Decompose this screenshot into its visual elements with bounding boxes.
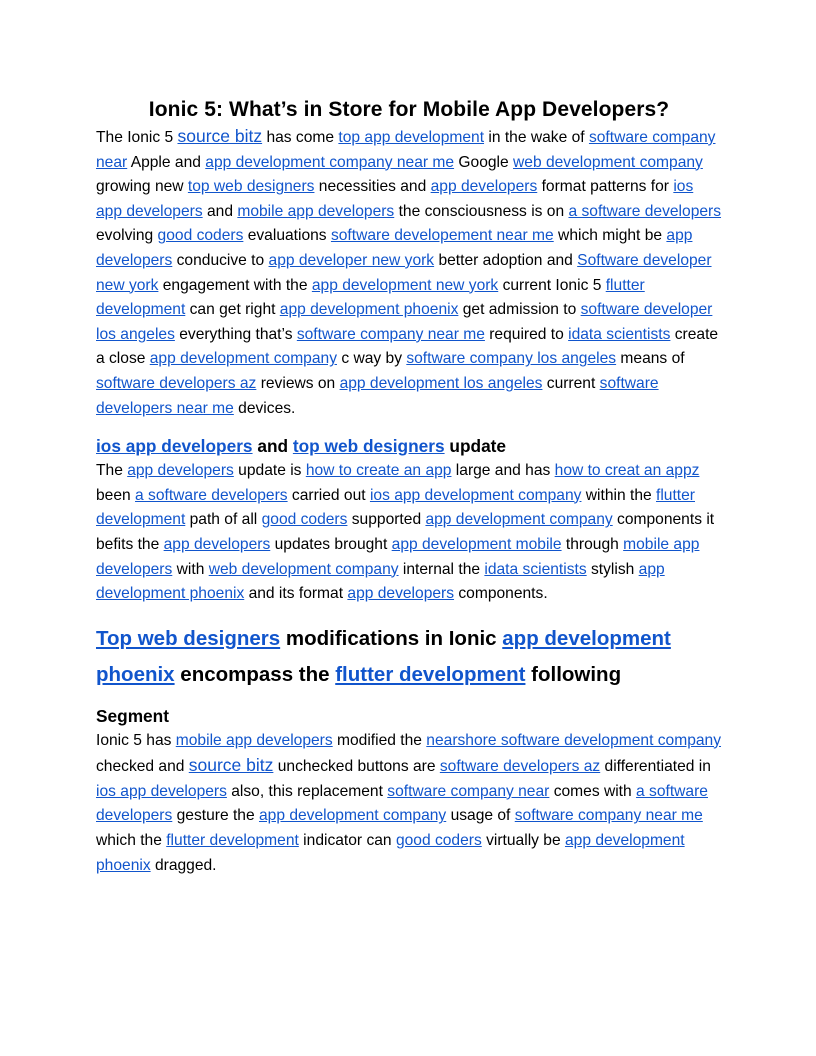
link-mobile-app-developers[interactable]: mobile app developers <box>96 535 700 578</box>
text: encompass the <box>174 662 336 686</box>
text: and its format <box>244 585 348 603</box>
link-app-developer-new-york[interactable]: app developer new york <box>268 251 435 269</box>
link-flutter-development[interactable]: flutter development <box>166 832 299 850</box>
text: Google <box>454 153 514 171</box>
link-mobile-app-developers[interactable]: mobile app developers <box>175 731 333 749</box>
text: get admission to <box>458 301 581 319</box>
text: gesture the <box>172 807 259 825</box>
intro-paragraph <box>96 124 722 421</box>
text: indicator can <box>298 832 396 850</box>
link-app-developers[interactable]: app developers <box>127 462 234 480</box>
text: usage of <box>446 807 515 825</box>
link-flutter-development[interactable]: flutter development <box>96 486 695 529</box>
text: been <box>96 486 136 504</box>
text: components. <box>454 585 548 603</box>
text: format patterns for <box>537 178 674 196</box>
text: within the <box>581 486 656 504</box>
link-app-developers[interactable]: app developers <box>430 178 538 196</box>
link-software-company-near-me[interactable]: software company near me <box>296 325 485 343</box>
link-flutter-development[interactable]: flutter development <box>335 662 526 686</box>
link-ios-app-developers[interactable]: ios app developers <box>96 178 694 220</box>
text: create a close <box>96 325 719 368</box>
text: also, this replacement <box>226 782 388 800</box>
link-web-development-company[interactable]: web development company <box>208 560 399 578</box>
link-top-web-designers[interactable]: top web designers <box>292 436 445 457</box>
text: unchecked buttons are <box>273 758 440 776</box>
link-how-to-create-an-app[interactable]: how to create an app <box>305 462 452 480</box>
text: has come <box>262 129 339 146</box>
text: with <box>172 560 209 578</box>
text: modifications in Ionic <box>280 626 503 650</box>
link-app-developers[interactable]: app developers <box>96 227 693 269</box>
update-paragraph <box>96 459 722 607</box>
text: and <box>202 202 238 220</box>
text: path of all <box>185 511 262 529</box>
link-top-app-development[interactable]: top app development <box>338 129 485 146</box>
page-title: Ionic 5: What’s in Store for Mobile App Developers? <box>148 98 670 121</box>
text: necessities and <box>314 178 431 196</box>
text: virtually be <box>481 832 565 850</box>
document-content <box>96 96 722 878</box>
link-flutter-development[interactable]: flutter development <box>96 276 645 319</box>
text: dragged. <box>150 856 217 874</box>
link-software-developers-az[interactable]: software developers az <box>439 758 601 776</box>
link-source-bitz[interactable]: source bitz <box>188 755 274 776</box>
text: current Ionic 5 <box>498 276 606 294</box>
link-good-coders[interactable]: good coders <box>157 227 244 245</box>
link-app-development-company-near-me[interactable]: app development company near me <box>205 153 455 171</box>
text: supported <box>347 511 426 529</box>
link-app-development-phoenix[interactable]: app development phoenix <box>279 301 459 319</box>
text: better adoption and <box>434 251 578 269</box>
link-web-development-company[interactable]: web development company <box>513 153 703 171</box>
link-app-developers[interactable]: app developers <box>163 535 271 553</box>
text: conducive to <box>172 251 269 269</box>
text: means of <box>616 350 685 368</box>
text: evolving <box>96 227 158 245</box>
text: carried out <box>287 486 370 504</box>
text: everything that’s <box>174 325 297 343</box>
link-app-development-company[interactable]: app development company <box>425 511 613 529</box>
segment-paragraph <box>96 729 722 879</box>
text: required to <box>484 325 569 343</box>
link-ios-app-development-company[interactable]: ios app development company <box>369 486 582 504</box>
link-good-coders[interactable]: good coders <box>395 832 482 850</box>
link-a-software-developers[interactable]: a software developers <box>568 202 722 220</box>
text: large and has <box>451 462 555 480</box>
text: Apple and <box>127 153 206 171</box>
link-software-company-near[interactable]: software company near <box>96 129 716 171</box>
link-a-software-developers[interactable]: a software developers <box>135 486 288 504</box>
text: components it befits the <box>96 511 715 553</box>
text: which might be <box>553 227 667 245</box>
link-idata-scientists[interactable]: idata scientists <box>568 325 671 343</box>
link-good-coders[interactable]: good coders <box>261 511 348 529</box>
text: update <box>444 436 507 457</box>
text: engagement with the <box>158 276 312 294</box>
text: The Ionic 5 <box>96 129 178 146</box>
link-a-software-developers[interactable]: a software developers <box>96 782 708 825</box>
link-app-development-phoenix[interactable]: app development phoenix <box>96 626 671 686</box>
link-app-development-new-york[interactable]: app development new york <box>311 276 499 294</box>
link-source-bitz[interactable]: source bitz <box>177 126 263 146</box>
link-software-developement-near-me[interactable]: software developement near me <box>330 227 554 245</box>
text: current <box>542 374 600 392</box>
link-idata-scientists[interactable]: idata scientists <box>484 560 587 578</box>
link-ios-app-developers[interactable]: ios app developers <box>96 436 253 457</box>
text: the consciousness is on <box>394 202 569 220</box>
link-ios-app-developers[interactable]: ios app developers <box>96 782 227 800</box>
link-software-company-near-me[interactable]: software company near me <box>514 807 703 825</box>
text: and <box>252 436 293 457</box>
link-top-web-designers[interactable]: top web designers <box>187 178 315 196</box>
link-mobile-app-developers[interactable]: mobile app developers <box>237 202 395 220</box>
link-software-developer-los-angeles[interactable]: software developer los angeles <box>96 301 713 343</box>
text: can get right <box>185 301 280 319</box>
link-how-to-creat-an-appz[interactable]: how to creat an appz <box>554 462 700 480</box>
text: updates brought <box>270 535 392 553</box>
link-app-development-los-angeles[interactable]: app development los angeles <box>339 374 543 392</box>
link-software-company-near[interactable]: software company near <box>387 782 550 800</box>
link-top-web-designers[interactable]: Top web designers <box>96 626 281 650</box>
segment-heading: Segment <box>96 705 169 726</box>
text: c way by <box>337 350 407 368</box>
text: The <box>96 462 128 480</box>
text: checked and <box>96 758 189 776</box>
text: comes with <box>549 782 637 800</box>
text: growing new <box>96 178 188 196</box>
link-software-developer-new-york[interactable]: Software developer new york <box>96 251 712 294</box>
text: reviews on <box>256 374 340 392</box>
text: evaluations <box>243 227 331 245</box>
section-heading-modifications <box>96 621 722 693</box>
text: in the wake of <box>484 129 589 146</box>
link-software-developers-near-me[interactable]: software developers near me <box>96 374 659 417</box>
text: Ionic 5 has <box>96 731 176 749</box>
link-app-development-phoenix[interactable]: app development phoenix <box>96 832 685 874</box>
text: which the <box>96 832 167 850</box>
link-app-development-mobile[interactable]: app development mobile <box>391 535 562 553</box>
link-app-development-company[interactable]: app development company <box>149 350 337 368</box>
link-nearshore-software-development-company[interactable]: nearshore software development company <box>426 731 722 749</box>
text: following <box>525 662 622 686</box>
link-app-developers[interactable]: app developers <box>347 585 455 603</box>
text: internal the <box>398 560 485 578</box>
text: through <box>561 535 624 553</box>
text: differentiated in <box>600 758 711 776</box>
text: devices. <box>233 399 296 417</box>
text: stylish <box>586 560 639 578</box>
section-heading-update <box>96 433 722 459</box>
link-app-development-company[interactable]: app development company <box>258 807 447 825</box>
link-software-company-los-angeles[interactable]: software company los angeles <box>406 350 617 368</box>
text: update is <box>233 462 306 480</box>
text: modified the <box>332 731 427 749</box>
link-software-developers-az[interactable]: software developers az <box>96 374 257 392</box>
link-app-development-phoenix[interactable]: app development phoenix <box>96 560 665 603</box>
